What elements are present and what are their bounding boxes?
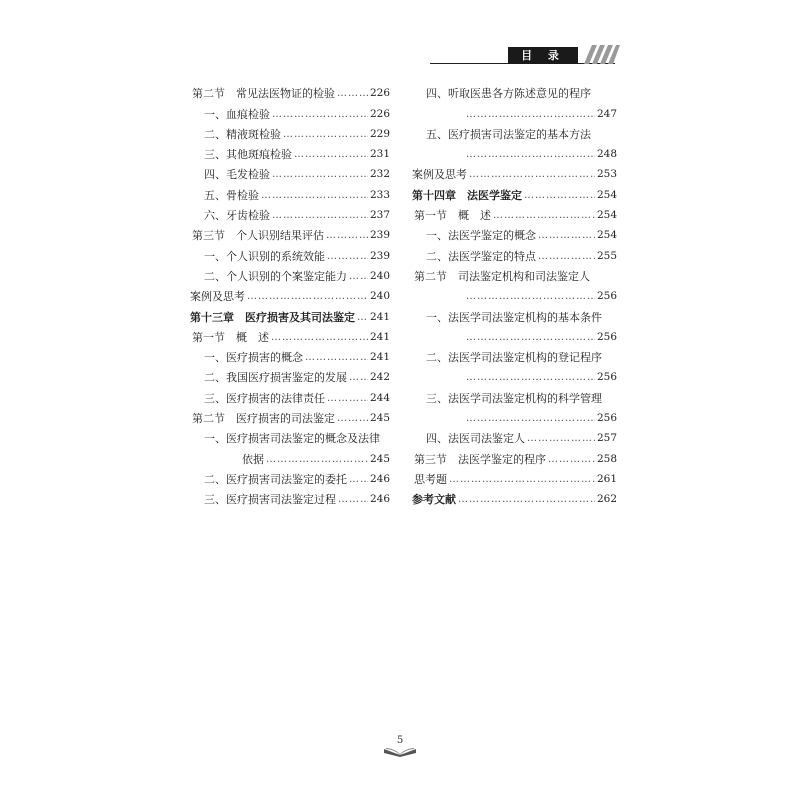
toc-entry[interactable]	[412, 486, 617, 506]
toc-leader-dots	[272, 209, 368, 222]
toc-entry-title: 第三节 个人识别结果评估	[192, 229, 324, 243]
toc-entry[interactable]	[412, 445, 617, 465]
toc-leader-dots	[266, 453, 368, 466]
toc-entry-title: 二、我国医疗损害鉴定的发展	[204, 371, 347, 385]
toc-entry-title: 三、医疗损害的法律责任	[204, 391, 325, 405]
toc-entry-title: 参考文献	[412, 493, 456, 507]
toc-entry-page: 240	[369, 290, 390, 303]
toc-entry[interactable]	[190, 303, 390, 323]
toc-leader-dots	[466, 290, 595, 303]
toc-entry[interactable]	[190, 222, 390, 242]
toc-entry-page: 262	[596, 493, 617, 506]
toc-right-column	[412, 80, 617, 506]
toc-leader-dots	[466, 331, 595, 344]
toc-entry[interactable]	[190, 425, 390, 445]
toc-entry-title: 四、法医司法鉴定人	[426, 432, 525, 446]
toc-entry-title: 一、血痕检验	[204, 107, 270, 121]
toc-entry-page: 254	[596, 229, 617, 242]
toc-leader-dots	[493, 209, 595, 222]
toc-leader-dots	[294, 148, 368, 161]
toc-entry[interactable]	[190, 242, 390, 262]
toc-entry-page: 239	[369, 249, 390, 262]
toc-entry-page: 247	[596, 107, 617, 120]
toc-leader-dots	[272, 108, 368, 121]
toc-entry[interactable]	[412, 141, 617, 161]
toc-leader-dots	[261, 189, 368, 202]
toc-left-column	[190, 80, 390, 506]
toc-entry-page: 256	[596, 371, 617, 384]
toc-entry[interactable]	[190, 445, 390, 465]
toc-entry[interactable]	[190, 486, 390, 506]
toc-entry[interactable]	[412, 303, 617, 323]
toc-entry[interactable]	[190, 202, 390, 222]
toc-entry[interactable]	[412, 283, 617, 303]
toc-entry-page: 237	[369, 209, 390, 222]
toc-entry[interactable]	[190, 181, 390, 201]
toc-entry-page: 241	[369, 330, 390, 343]
toc-entry[interactable]	[190, 344, 390, 364]
open-book-icon	[382, 745, 418, 757]
toc-entry-title: 二、精液斑检验	[204, 127, 281, 141]
toc-entry-title: 一、法医学鉴定的概念	[426, 229, 536, 243]
toc-entry-page: 241	[369, 351, 390, 364]
toc-leader-dots	[272, 168, 368, 181]
toc-entry-page: 253	[596, 168, 617, 181]
toc-leader-dots	[527, 432, 595, 445]
toc-entry[interactable]	[412, 263, 617, 283]
toc-entry-page: 261	[596, 472, 617, 485]
toc-entry-page: 240	[369, 269, 390, 282]
toc-entry[interactable]	[412, 384, 617, 404]
toc-entry-title: 三、法医学司法鉴定机构的科学管理	[426, 391, 602, 405]
toc-leader-dots	[327, 250, 368, 263]
toc-entry[interactable]	[412, 100, 617, 120]
toc-entry-page: 242	[369, 371, 390, 384]
toc-leader-dots	[327, 392, 368, 405]
toc-entry[interactable]	[190, 100, 390, 120]
toc-entry-title: 二、法医学鉴定的特点	[426, 249, 536, 263]
toc-entry-title: 第二节 医疗损害的司法鉴定	[192, 412, 335, 426]
toc-leader-dots	[458, 493, 595, 506]
toc-entry[interactable]	[190, 324, 390, 344]
toc-entry-title: 六、牙齿检验	[204, 209, 270, 223]
toc-leader-dots	[305, 351, 368, 364]
toc-entry-page: 254	[596, 209, 617, 222]
toc-leader-dots	[548, 453, 595, 466]
toc-entry[interactable]	[412, 161, 617, 181]
toc-leader-dots	[349, 473, 368, 486]
toc-entry-page: 244	[369, 391, 390, 404]
toc-entry[interactable]	[190, 80, 390, 100]
toc-entry-title: 一、法医学司法鉴定机构的基本条件	[426, 310, 602, 324]
toc-entry[interactable]	[190, 466, 390, 486]
toc-leader-dots	[469, 168, 595, 181]
toc-entry-title: 一、医疗损害司法鉴定的概念及法律	[204, 432, 380, 446]
toc-entry-page: 256	[596, 330, 617, 343]
toc-entry-title: 第一节 概 述	[414, 209, 491, 223]
toc-entry-title: 第二节 常见法医物证的检验	[192, 87, 335, 101]
toc-entry-page: 248	[596, 148, 617, 161]
toc-entry[interactable]	[412, 181, 617, 201]
toc-entry[interactable]	[190, 263, 390, 283]
toc-leader-dots	[349, 270, 368, 283]
toc-entry-page: 239	[369, 229, 390, 242]
page-number: 5	[396, 735, 404, 746]
toc-entry[interactable]	[412, 344, 617, 364]
toc-entry-title: 第一节 概 述	[192, 330, 269, 344]
toc-entry-page: 246	[369, 493, 390, 506]
toc-entry-title: 一、医疗损害的概念	[204, 351, 303, 365]
toc-entry[interactable]	[412, 222, 617, 242]
toc-entry-title: 第十四章 法医学鉴定	[412, 188, 522, 202]
toc-leader-dots	[247, 290, 368, 303]
toc-entry-page: 233	[369, 188, 390, 201]
toc-entry-page: 245	[369, 412, 390, 425]
toc-entry-title: 思考题	[414, 472, 447, 486]
toc-entry[interactable]	[412, 242, 617, 262]
toc-entry[interactable]	[412, 80, 617, 100]
toc-entry-page: 255	[596, 249, 617, 262]
toc-entry[interactable]	[412, 324, 617, 344]
toc-entry-page: 256	[596, 412, 617, 425]
toc-entry-title: 第二节 司法鉴定机构和司法鉴定人	[414, 269, 590, 283]
toc-leader-dots	[349, 371, 368, 384]
toc-entry[interactable]	[412, 364, 617, 384]
toc-entry[interactable]	[412, 405, 617, 425]
toc-entry-page: 258	[596, 452, 617, 465]
toc-entry-page: 254	[596, 188, 617, 201]
toc-entry[interactable]	[190, 161, 390, 181]
toc-entry[interactable]	[190, 405, 390, 425]
toc-leader-dots	[337, 412, 368, 425]
toc-leader-dots	[538, 250, 595, 263]
toc-entry-page: 229	[369, 127, 390, 140]
header-stripes-decoration	[584, 45, 620, 64]
toc-entry-title: 五、医疗损害司法鉴定的基本方法	[426, 127, 591, 141]
toc-entry-page: 241	[369, 310, 390, 323]
toc-entry[interactable]	[190, 384, 390, 404]
toc-leader-dots	[337, 87, 368, 100]
toc-leader-dots	[338, 493, 368, 506]
toc-entry-title: 第十三章 医疗损害及其司法鉴定	[190, 310, 355, 324]
toc-leader-dots	[538, 229, 595, 242]
toc-leader-dots	[357, 311, 368, 324]
toc-entry-title: 第三节 法医学鉴定的程序	[414, 452, 546, 466]
toc-entry-page: 256	[596, 290, 617, 303]
toc-leader-dots	[449, 473, 595, 486]
toc-entry-page: 231	[369, 148, 390, 161]
toc-leader-dots	[466, 412, 595, 425]
toc-entry-title: 一、个人识别的系统效能	[204, 249, 325, 263]
toc-leader-dots	[271, 331, 368, 344]
toc-entry[interactable]	[190, 141, 390, 161]
toc-entry-title: 二、个人识别的个案鉴定能力	[204, 269, 347, 283]
toc-entry-title: 二、法医学司法鉴定机构的登记程序	[426, 351, 602, 365]
toc-entry-page: 246	[369, 472, 390, 485]
toc-entry[interactable]	[190, 121, 390, 141]
toc-leader-dots	[466, 108, 595, 121]
toc-entry-page: 257	[596, 432, 617, 445]
toc-entry-title: 三、其他斑痕检验	[204, 148, 292, 162]
toc-leader-dots	[466, 371, 595, 384]
toc-leader-dots	[524, 189, 595, 202]
toc-leader-dots	[466, 148, 595, 161]
toc-leader-dots	[326, 229, 368, 242]
toc-entry-page: 245	[369, 452, 390, 465]
toc-entry-page: 226	[369, 87, 390, 100]
toc-entry-title: 四、毛发检验	[204, 168, 270, 182]
toc-entry[interactable]	[412, 121, 617, 141]
toc-entry[interactable]	[412, 425, 617, 445]
toc-entry-page: 226	[369, 107, 390, 120]
toc-entry[interactable]	[412, 466, 617, 486]
toc-entry-title: 依据	[242, 452, 264, 466]
toc-entry-title: 案例及思考	[412, 168, 467, 182]
header-tab: 目 录	[508, 47, 578, 64]
toc-entry[interactable]	[190, 364, 390, 384]
toc-entry-page: 232	[369, 168, 390, 181]
toc-entry[interactable]	[190, 283, 390, 303]
toc-entry-title: 二、医疗损害司法鉴定的委托	[204, 472, 347, 486]
toc-entry[interactable]	[412, 202, 617, 222]
toc-entry-title: 案例及思考	[190, 290, 245, 304]
toc-entry-title: 三、医疗损害司法鉴定过程	[204, 493, 336, 507]
toc-leader-dots	[283, 128, 368, 141]
toc-entry-title: 五、骨检验	[204, 188, 259, 202]
toc-entry-title: 四、听取医患各方陈述意见的程序	[426, 87, 591, 101]
